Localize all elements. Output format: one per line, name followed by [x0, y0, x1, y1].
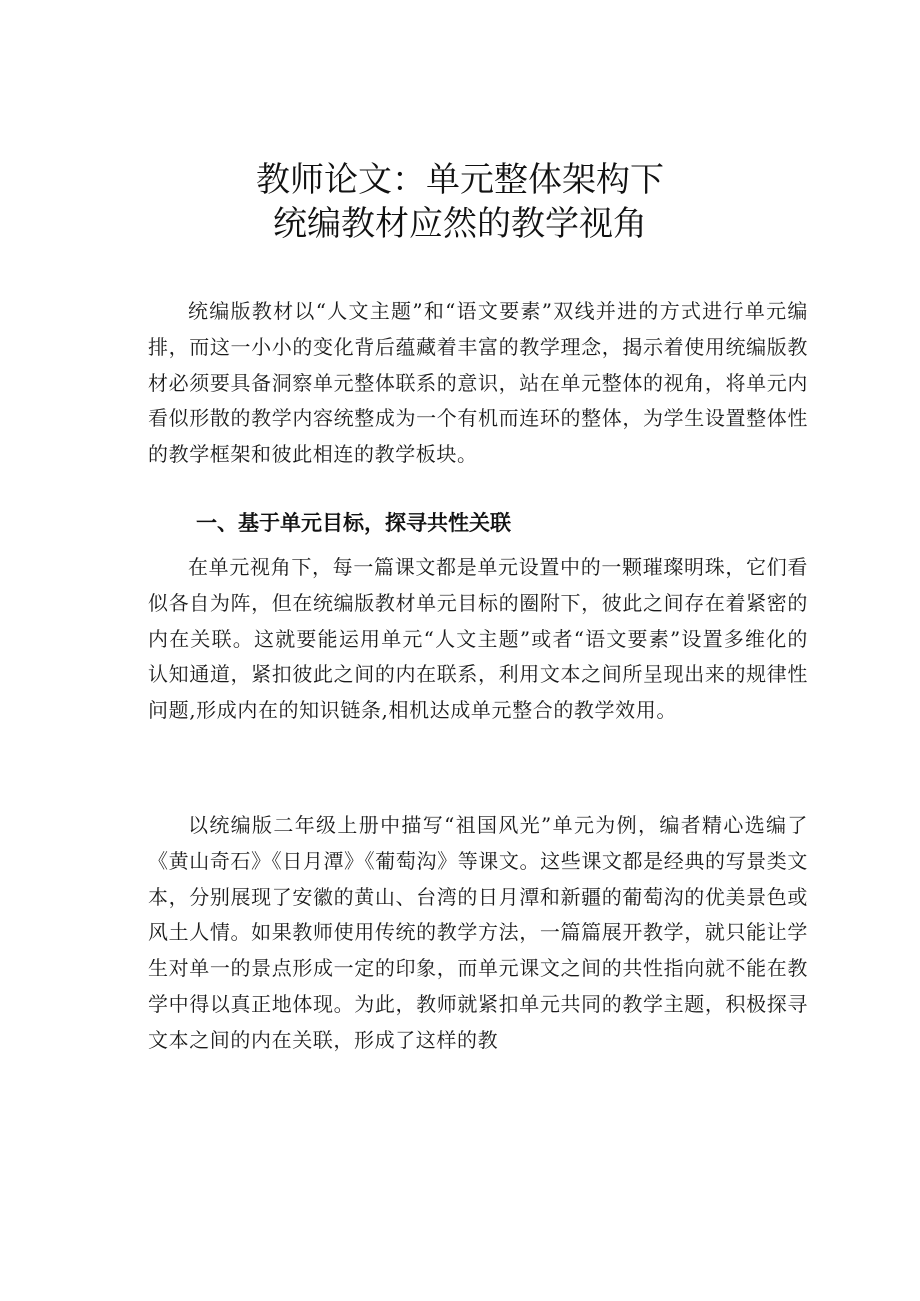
intro-paragraph: 统编版教材以“人文主题”和“语文要素”双线并进的方式进行单元编排，而这一小小的变化背后蕴藏着丰富的教学理念，揭示着使用统编版教材必须要具备洞察单元整体联系的意识，站在单元整体的视角，将单元内看似形散的教学内容统整成为一个有机而连环的整体，为学生设置整体性的教学框架和彼此相连的教学板块。: [148, 299, 808, 467]
body-paragraph: 在单元视角下，每一篇课文都是单元设置中的一颗璀璨明珠，它们看似各自为阵，但在统编版教材单元目标的圈附下，彼此之间存在着紧密的内在关联。这就要能运用单元“人文主题”或者“语文要素”设置多维化的认知通道，紧扣彼此之间的内在联系，利用文本之间所呈现出来的规律性问题,形成内在的知识链条,相机达成单元整合的教学效用。: [148, 555, 808, 723]
body-paragraph: 以统编版二年级上册中描写“祖国风光”单元为例，编者精心选编了《黄山奇石》《日月潭》《葡萄沟》等课文。这些课文都是经典的写景类文本，分别展现了安徽的黄山、台湾的日月潭和新疆的葡萄沟的优美景色或风土人情。如果教师使用传统的教学方法，一篇篇展开教学，就只能让学生对单一的景点形成一定的印象，而单元课文之间的共性指向就不能在教学中得以真正地体现。为此，教师就紧扣单元共同的教学主题，积极探寻文本之间的内在关联，形成了这样的教: [148, 813, 808, 1052]
section-heading: 一、基于单元目标，探寻共性关联: [196, 511, 511, 535]
document-title-line-2: 统编教材应然的教学视角: [273, 204, 647, 244]
document-title-line-1: 教师论文：单元整体架构下: [256, 160, 664, 200]
